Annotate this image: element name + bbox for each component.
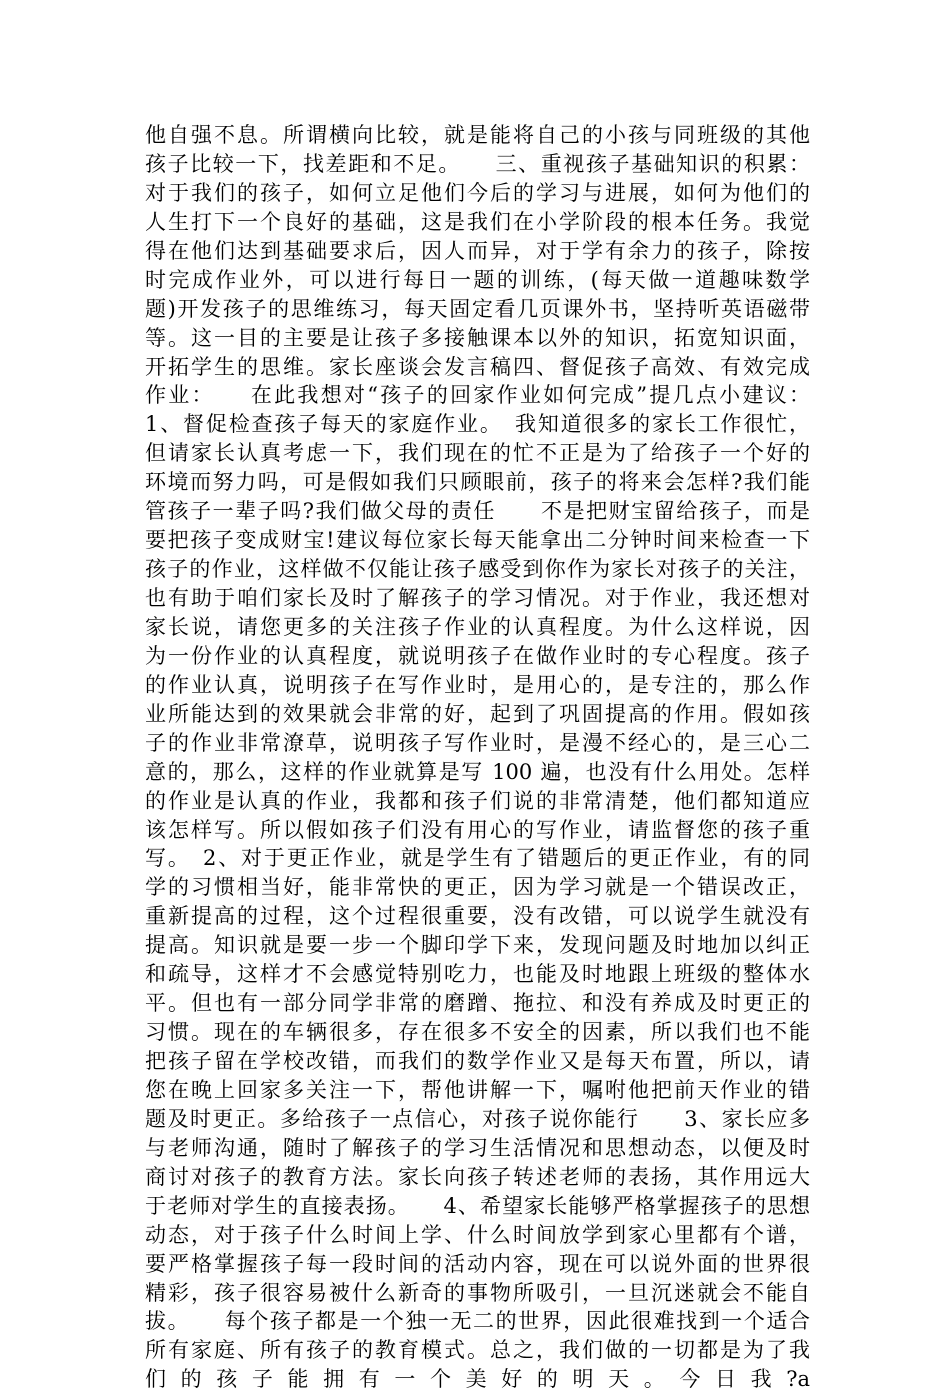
text-line: 您在晚上回家多关注一下，帮他讲解一下，嘱咐他把前天作业的错 [145,1077,810,1102]
text-line: 的作业是认真的作业，我都和孩子们说的非常清楚，他们都知道应 [145,788,810,813]
text-line: 该怎样写。所以假如孩子们没有用心的写作业，请监督您的孩子重 [145,817,810,842]
text-line: 作业： 在此我想对“孩子的回家作业如何完成”提几点小建议： [145,383,810,408]
text-line: 动态，对于孩子什么时间上学、什么时间放学到家心里都有个谱， [145,1222,810,1247]
text-line: 得在他们达到基础要求后，因人而异，对于学有余力的孩子，除按 [145,238,810,263]
text-line: 和疏导，这样才不会感觉特别吃力，也能及时地跟上班级的整体水 [145,962,810,987]
text-line: 子的作业非常潦草，说明孩子写作业时，是漫不经心的，是三心二 [145,730,810,755]
text-line: 对于我们的孩子，如何立足他们今后的学习与进展，如何为他们的 [145,180,810,205]
text-line: 意的，那么，这样的作业就算是写 100 遍，也没有什么用处。怎样 [145,759,810,784]
text-line: 人生打下一个良好的基础，这是我们在小学阶段的根本任务。我觉 [145,209,810,234]
text-line: 所有家庭、所有孩子的教育模式。总之，我们做的一切都是为了我 [145,1338,810,1363]
text-line: 业所能达到的效果就会非常的好，起到了巩固提高的作用。假如孩 [145,701,810,726]
text-line: 写。 2、对于更正作业，就是学生有了错题后的更正作业，有的同 [145,846,810,871]
text-line: 拔。 每个孩子都是一个独一无二的世界，因此很难找到一个适合 [145,1309,810,1334]
text-line: 为一份作业的认真程度，就说明孩子在做作业时的专心程度。孩子 [145,643,810,668]
text-line: 等。这一目的主要是让孩子多接触课本以外的知识，拓宽知识面， [145,325,810,350]
text-line: 但请家长认真考虑一下，我们现在的忙不正是为了给孩子一个好的 [145,441,810,466]
text-line: 要把孩子变成财宝!建议每位家长每天能拿出二分钟时间来检查一下 [145,528,810,553]
text-line: 与老师沟通，随时了解孩子的学习生活情况和思想动态，以便及时 [145,1135,810,1160]
text-line: 开拓学生的思维。家长座谈会发言稿四、督促孩子高效、有效完成 [145,354,810,379]
text-line: 时完成作业外，可以进行每日一题的训练，(每天做一道趣味数学 [145,267,810,292]
text-line: 管孩子一辈子吗?我们做父母的责任 不是把财宝留给孩子，而是 [145,499,810,524]
text-line: 孩子比较一下，找差距和不足。 三、重视孩子基础知识的积累： [145,151,810,176]
text-line: 于老师对学生的直接表扬。 4、希望家长能够严格掌握孩子的思想 [145,1193,810,1218]
text-line: 学的习惯相当好，能非常快的更正，因为学习就是一个错误改正， [145,875,810,900]
text-line: 他自强不息。所谓横向比较，就是能将自己的小孩与同班级的其他 [145,123,810,147]
text-line: 精彩，孩子很容易被什么新奇的事物所吸引，一旦沉迷就会不能自 [145,1280,810,1305]
text-line: 要严格掌握孩子每一段时间的活动内容，现在可以说外面的世界很 [145,1251,810,1276]
body-text [145,121,810,1394]
text-line: 习惯。现在的车辆很多，存在很多不安全的因素，所以我们也不能 [145,1020,810,1045]
text-line: 家长说，请您更多的关注孩子作业的认真程度。为什么这样说，因 [145,614,810,639]
text-line: 环境而努力吗，可是假如我们只顾眼前，孩子的将来会怎样?我们能 [145,470,810,495]
text-line: 重新提高的过程，这个过程很重要，没有改错，可以说学生就没有 [145,904,810,929]
text-line: 商讨对孩子的教育方法。家长向孩子转述老师的表扬，其作用远大 [145,1164,810,1189]
text-line: 孩子的作业，这样做不仅能让孩子感受到你作为家长对孩子的关注， [145,557,810,582]
text-line: 们 的 孩 子 能 拥 有 一 个 美 好 的 明 天 。 今 日 我 ?a [145,1367,810,1392]
text-line: 题及时更正。多给孩子一点信心，对孩子说你能行 3、家长应多 [145,1106,810,1131]
text-line: 1、督促检查孩子每天的家庭作业。 我知道很多的家长工作很忙， [145,412,810,437]
text-line: 也有助于咱们家长及时了解孩子的学习情况。对于作业，我还想对 [145,586,810,610]
text-line: 提高。知识就是要一步一个脚印学下来，发现问题及时地加以纠正 [145,933,810,958]
text-line: 的作业认真，说明孩子在写作业时，是用心的，是专注的，那么作 [145,672,810,697]
text-line: 把孩子留在学校改错，而我们的数学作业又是每天布置，所以，请 [145,1049,810,1073]
text-line: 题)开发孩子的思维练习，每天固定看几页课外书，坚持听英语磁带 [145,296,810,321]
text-line: 平。但也有一部分同学非常的磨蹭、拖拉、和没有养成及时更正的 [145,991,810,1016]
